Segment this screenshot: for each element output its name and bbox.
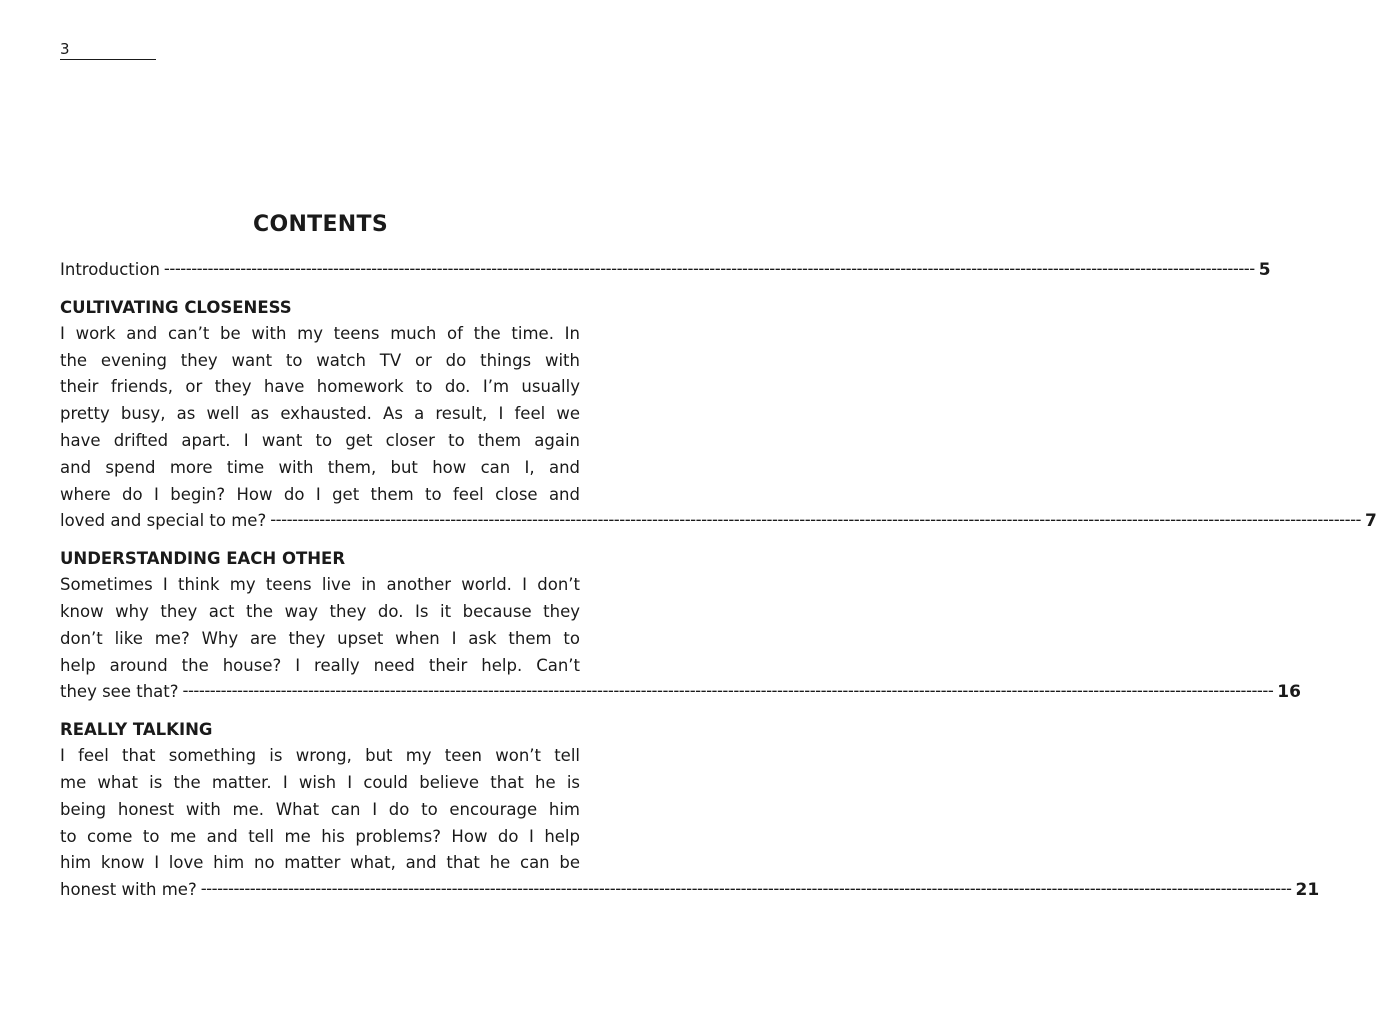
toc-page-number: 7 bbox=[1365, 511, 1377, 532]
toc-description-line: know why they act the way they do. Is it because they bbox=[60, 601, 580, 621]
toc-description-line: me what is the matter. I wish I could believe that he is bbox=[60, 772, 580, 792]
toc-description-line: their friends, or they have homework to do. I’m usually bbox=[60, 377, 580, 397]
toc-description-line: to come to me and tell me his problems? How do I help bbox=[60, 826, 580, 846]
toc-leader-line bbox=[60, 257, 1271, 284]
table-of-contents bbox=[60, 257, 1377, 904]
toc-description-line: help around the house? I really need their help. Can’t bbox=[60, 655, 580, 675]
toc-description-line: I work and can’t be with my teens much of the time. In bbox=[60, 323, 580, 343]
toc-description-line: him know I love him no matter what, and that he can be bbox=[60, 853, 580, 873]
toc-page-number: 21 bbox=[1295, 880, 1320, 901]
toc-entry-text: they see that? bbox=[60, 682, 179, 702]
dot-leader: -------------------------------------------------------------------------------------------------------------------------------------------------------------------------------------------------------- bbox=[270, 510, 1361, 530]
toc-leader-line bbox=[60, 508, 1377, 535]
toc-entry bbox=[60, 717, 1320, 904]
dot-leader: -------------------------------------------------------------------------------------------------------------------------------------------------------------------------------------------------------- bbox=[163, 259, 1255, 278]
toc-heading: REALLY TALKING bbox=[60, 720, 213, 740]
toc-description-line: pretty busy, as well as exhausted. As a result, I feel we bbox=[60, 404, 580, 424]
dot-leader: -------------------------------------------------------------------------------------------------------------------------------------------------------------------------------------------------------- bbox=[200, 879, 1292, 899]
toc-description-line: have drifted apart. I want to get closer to them again bbox=[60, 430, 580, 450]
toc-description-line: I feel that something is wrong, but my teen won’t tell bbox=[60, 746, 580, 766]
toc-description-line: the evening they want to watch TV or do things with bbox=[60, 350, 580, 370]
toc-entry bbox=[60, 546, 1301, 706]
toc-entry bbox=[60, 257, 1271, 284]
page-number: 3 bbox=[60, 40, 156, 60]
toc-description-line: where do I begin? How do I get them to feel close and bbox=[60, 484, 580, 504]
toc-description-line: Sometimes I think my teens live in another world. I don’t bbox=[60, 575, 580, 595]
toc-leader-line bbox=[60, 877, 1320, 904]
toc-description-line: and spend more time with them, but how can I, and bbox=[60, 457, 580, 477]
toc-entry-text: honest with me? bbox=[60, 880, 197, 900]
toc-entry bbox=[60, 295, 1377, 535]
toc-page-number: 5 bbox=[1258, 260, 1271, 280]
contents-title: CONTENTS bbox=[253, 212, 388, 237]
toc-heading: UNDERSTANDING EACH OTHER bbox=[60, 549, 346, 569]
toc-leader-line bbox=[60, 679, 1301, 706]
toc-description-line: don’t like me? Why are they upset when I ask them to bbox=[60, 628, 580, 648]
toc-heading: CULTIVATING CLOSENESS bbox=[60, 297, 292, 317]
toc-entry-text: Introduction bbox=[60, 260, 160, 279]
toc-entry-text: loved and special to me? bbox=[60, 511, 267, 531]
dot-leader: -------------------------------------------------------------------------------------------------------------------------------------------------------------------------------------------------------- bbox=[182, 681, 1274, 701]
toc-page-number: 16 bbox=[1277, 682, 1301, 703]
toc-description-line: being honest with me. What can I do to encourage him bbox=[60, 799, 580, 819]
